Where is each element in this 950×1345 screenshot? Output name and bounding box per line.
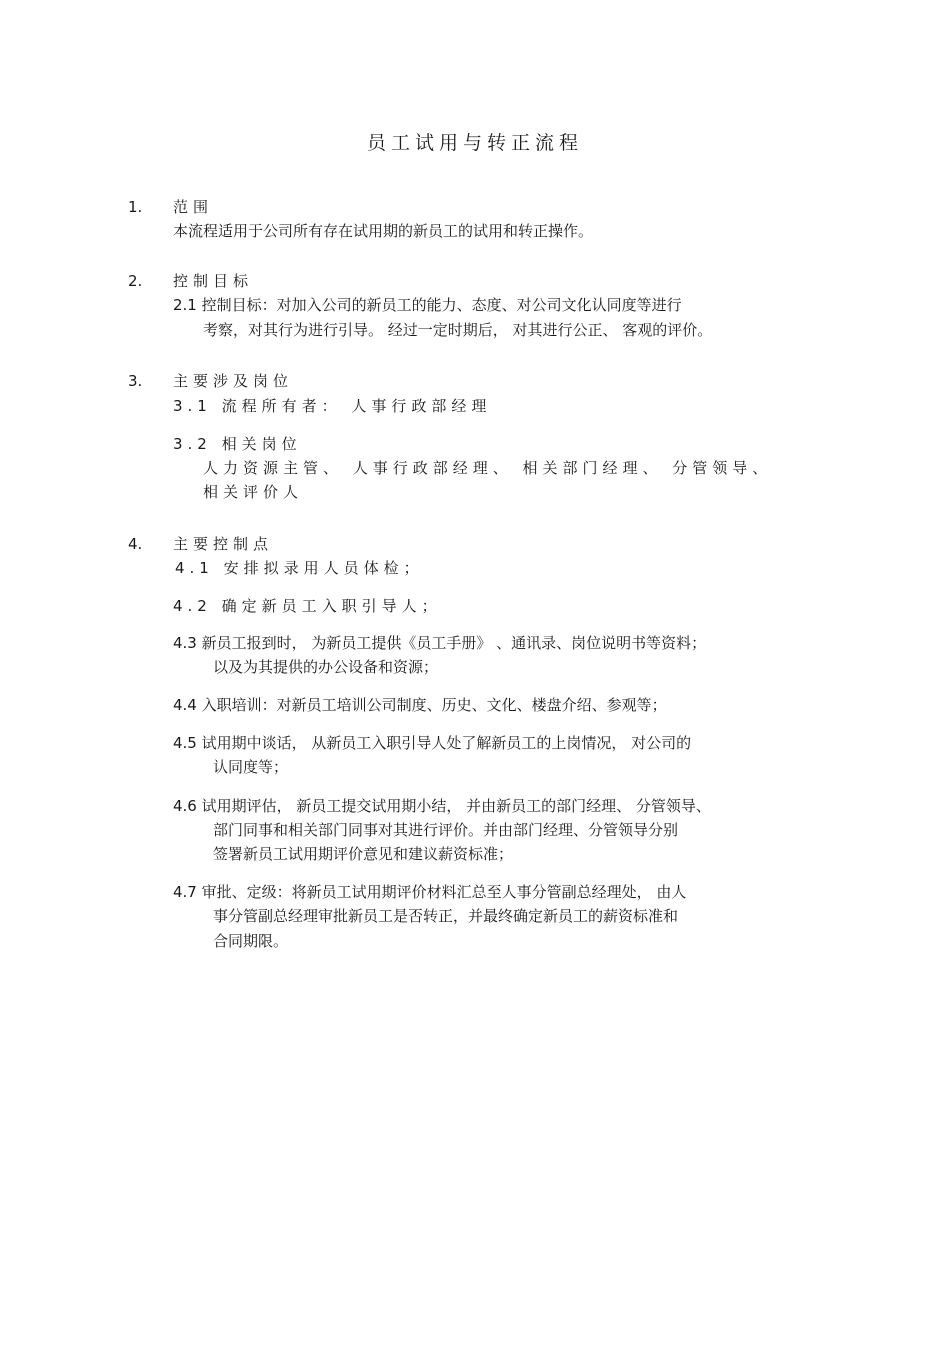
list-item-line: 部门同事和相关部门同事对其进行评价。并由部门经理、分管领导分别 <box>213 821 679 839</box>
list-item-line: 考察，对其行为进行引导。 经过一定时期后， 对其进行公正、 客观的评价。 <box>203 321 713 339</box>
list-item-line: 事分管副总经理审批新员工是否转正，并最终确定新员工的薪资标准和 <box>213 907 679 925</box>
list-item-line: 4.2 确定新员工入职引导人； <box>173 597 442 615</box>
section-number: 1. <box>128 198 143 216</box>
list-item-line: 4.6 试用期评估， 新员工提交试用期小结， 并由新员工的部门经理、 分管领导、 <box>173 797 711 815</box>
list-item-line: 4.3 新员工报到时， 为新员工提供《员工手册》 、通讯录、岗位说明书等资料； <box>173 634 707 652</box>
document-title: 员工试用与转正流程 <box>366 132 583 154</box>
list-item-line: 认同度等； <box>213 758 289 776</box>
list-item-line: 4.1 安排拟录用人员体检； <box>175 559 424 577</box>
section-number: 2. <box>128 272 143 290</box>
list-item-line: 4.7 审批、定级：将新员工试用期评价材料汇总至人事分管副总经理处， 由人 <box>173 883 687 901</box>
list-item-line: 2.1 控制目标：对加入公司的新员工的能力、态度、对公司文化认同度等进行 <box>173 296 682 314</box>
section-body-line: 本流程适用于公司所有存在试用期的新员工的试用和转正操作。 <box>173 222 594 240</box>
section-heading: 主要涉及岗位 <box>173 372 294 390</box>
section-heading: 控制目标 <box>173 272 254 290</box>
list-item-line: 合同期限。 <box>213 932 289 950</box>
section-number: 4. <box>128 535 143 553</box>
list-item-line: 3.2 相关岗位 <box>173 435 302 453</box>
list-item-line: 人力资源主管、 人事行政部经理、 相关部门经理、 分管领导、 <box>203 459 773 477</box>
list-item-line: 签署新员工试用期评价意见和建议薪资标准； <box>213 845 514 863</box>
section-heading: 主要控制点 <box>173 535 274 553</box>
list-item-line: 4.5 试用期中谈话， 从新员工入职引导人处了解新员工的上岗情况， 对公司的 <box>173 734 692 752</box>
list-item-line: 相关评价人 <box>203 483 304 501</box>
list-item-line: 4.4 入职培训：对新员工培训公司制度、历史、文化、楼盘介绍、参观等； <box>173 696 667 714</box>
section-heading: 范围 <box>173 198 214 216</box>
list-item-line: 以及为其提供的办公设备和资源； <box>213 658 439 676</box>
list-item-line: 3.1 流程所有者： 人事行政部经理 <box>173 397 492 415</box>
section-number: 3. <box>128 372 143 390</box>
